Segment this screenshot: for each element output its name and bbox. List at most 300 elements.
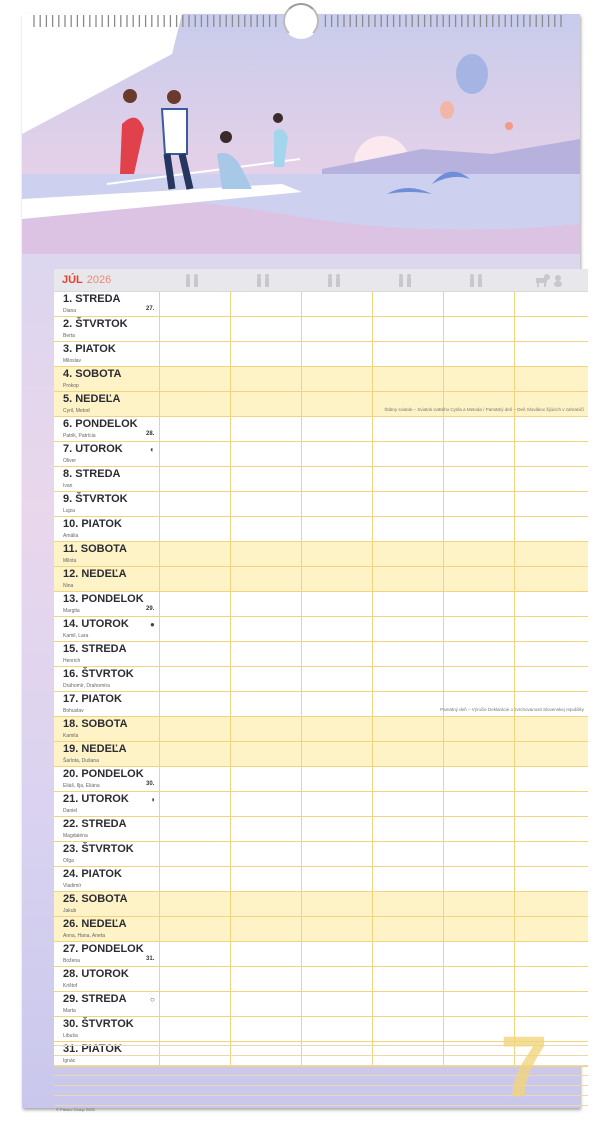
day-row (54, 542, 588, 567)
day-cells (159, 367, 588, 391)
person-icon (326, 273, 342, 287)
cell-divider (372, 542, 373, 566)
cell-divider (514, 967, 515, 991)
day-cells (159, 567, 588, 591)
name-day: Bohuslav (63, 708, 84, 714)
cell-divider (443, 517, 444, 541)
day-cells (159, 917, 588, 941)
cell-divider (230, 767, 231, 791)
name-day: Milota (63, 558, 77, 564)
name-day: Berta (63, 333, 75, 339)
copyright: © Presco Group 2025 (56, 1107, 95, 1112)
day-label: 14. UTOROK (63, 618, 129, 630)
cell-divider (443, 367, 444, 391)
cell-divider (159, 617, 160, 641)
day-row (54, 567, 588, 592)
name-day: Anna, Hana, Aneta (63, 933, 105, 939)
cell-divider (443, 592, 444, 616)
cell-divider (230, 642, 231, 666)
name-day: Magdaléna (63, 833, 88, 839)
cell-divider (443, 417, 444, 441)
cell-divider (159, 767, 160, 791)
cell-divider (443, 692, 444, 716)
cell-divider (301, 942, 302, 966)
cell-divider (230, 342, 231, 366)
day-label: 12. NEDEĽA (63, 568, 127, 580)
cell-divider (443, 942, 444, 966)
day-row (54, 817, 588, 842)
cell-divider (514, 417, 515, 441)
name-day: Patrik, Patrícia (63, 433, 96, 439)
cell-divider (514, 317, 515, 341)
moon-phase-icon: ◐ (150, 445, 155, 454)
cell-divider (372, 642, 373, 666)
moon-phase-icon: ○ (150, 995, 155, 1004)
cell-divider (443, 317, 444, 341)
name-day: Krištof (63, 983, 78, 989)
cell-divider (443, 892, 444, 916)
cell-divider (514, 517, 515, 541)
day-label: 20. PONDELOK (63, 768, 144, 780)
day-cells (159, 892, 588, 916)
cell-divider (230, 967, 231, 991)
cell-divider (514, 392, 515, 416)
cell-divider (301, 992, 302, 1016)
day-row (54, 442, 588, 467)
cell-divider (301, 317, 302, 341)
cell-divider (230, 792, 231, 816)
cell-divider (372, 717, 373, 741)
cell-divider (230, 442, 231, 466)
big-month-number: 7 (500, 1019, 548, 1115)
cell-divider (443, 292, 444, 316)
day-row (54, 742, 588, 767)
day-cells (159, 692, 588, 716)
cell-divider (443, 667, 444, 691)
week-number: 27. (146, 306, 155, 312)
day-cells (159, 717, 588, 741)
cell-divider (514, 942, 515, 966)
name-day: Diana (63, 308, 77, 314)
year-label: 2026 (86, 274, 112, 286)
cell-divider (514, 842, 515, 866)
day-label: 29. STREDA (63, 993, 127, 1005)
day-cells (159, 292, 588, 316)
hanging-hole (283, 3, 319, 39)
day-row (54, 492, 588, 517)
cell-divider (301, 867, 302, 891)
cell-divider (443, 967, 444, 991)
cell-divider (443, 817, 444, 841)
day-row (54, 892, 588, 917)
day-row (54, 317, 588, 342)
cell-divider (230, 692, 231, 716)
cell-divider (514, 717, 515, 741)
day-row (54, 642, 588, 667)
cell-divider (230, 917, 231, 941)
name-day: Lujza (63, 508, 75, 514)
day-label: 30. ŠTVRTOK (63, 1018, 134, 1030)
day-row (54, 617, 588, 642)
day-row (54, 967, 588, 992)
cell-divider (514, 992, 515, 1016)
cell-divider (443, 642, 444, 666)
day-label: 1. STREDA (63, 293, 121, 305)
day-cells (159, 592, 588, 616)
cell-divider (301, 392, 302, 416)
cell-divider (301, 517, 302, 541)
cell-divider (159, 542, 160, 566)
cell-divider (230, 892, 231, 916)
cell-divider (301, 767, 302, 791)
name-day: Nina (63, 583, 74, 589)
day-label: 22. STREDA (63, 818, 127, 830)
cell-divider (443, 567, 444, 591)
cell-divider (301, 742, 302, 766)
cell-divider (443, 467, 444, 491)
day-cells (159, 942, 588, 966)
cell-divider (230, 467, 231, 491)
name-day: Daniel (63, 808, 78, 814)
week-number: 30. (146, 781, 155, 787)
cell-divider (443, 917, 444, 941)
cell-divider (514, 892, 515, 916)
day-row (54, 667, 588, 692)
cell-divider (230, 942, 231, 966)
cell-divider (159, 792, 160, 816)
cell-divider (301, 917, 302, 941)
cell-divider (514, 792, 515, 816)
cell-divider (230, 392, 231, 416)
cell-divider (514, 817, 515, 841)
cell-divider (372, 817, 373, 841)
holiday-note: Štátny sviatok – Sviatok svätého Cyrila a Metoda / Pamätný deň – Deň Slovákov žijúcich v zahraničí (384, 407, 584, 412)
cell-divider (159, 917, 160, 941)
name-day: Cyril, Metod (63, 408, 90, 414)
week-number: 28. (146, 431, 155, 437)
cell-divider (159, 492, 160, 516)
day-cells (159, 742, 588, 766)
cell-divider (301, 967, 302, 991)
cell-divider (372, 767, 373, 791)
cell-divider (301, 492, 302, 516)
cell-divider (514, 592, 515, 616)
name-day: Božena (63, 958, 80, 964)
name-day: Jakub (63, 908, 77, 914)
calendar-grid (54, 269, 588, 1067)
cell-divider (372, 592, 373, 616)
day-rows (54, 292, 588, 1067)
day-cells (159, 817, 588, 841)
cell-divider (230, 367, 231, 391)
day-label: 9. ŠTVRTOK (63, 493, 128, 505)
cell-divider (372, 992, 373, 1016)
cell-divider (372, 742, 373, 766)
cell-divider (372, 342, 373, 366)
cell-divider (159, 942, 160, 966)
cell-divider (230, 867, 231, 891)
cell-divider (372, 367, 373, 391)
day-row (54, 992, 588, 1017)
name-day: Drahomír, Drahomíra (63, 683, 110, 689)
day-cells (159, 667, 588, 691)
day-cells (159, 517, 588, 541)
cell-divider (301, 567, 302, 591)
moon-phase-icon: ◑ (150, 795, 155, 804)
day-row (54, 792, 588, 817)
day-cells (159, 442, 588, 466)
cell-divider (443, 992, 444, 1016)
cell-divider (230, 817, 231, 841)
cell-divider (159, 892, 160, 916)
cell-divider (159, 467, 160, 491)
name-day: Libuša (63, 1033, 78, 1039)
cell-divider (159, 392, 160, 416)
cell-divider (514, 367, 515, 391)
cell-divider (514, 667, 515, 691)
day-cells (159, 542, 588, 566)
cell-divider (372, 842, 373, 866)
day-cells (159, 467, 588, 491)
cell-divider (514, 867, 515, 891)
cell-divider (443, 842, 444, 866)
cell-divider (230, 542, 231, 566)
day-row (54, 292, 588, 317)
cell-divider (301, 617, 302, 641)
day-row (54, 842, 588, 867)
cell-divider (230, 842, 231, 866)
name-day: Miloslav (63, 358, 82, 364)
day-cells (159, 317, 588, 341)
cell-divider (372, 317, 373, 341)
cell-divider (443, 392, 444, 416)
calendar-header (54, 269, 588, 292)
cell-divider (443, 442, 444, 466)
day-label: 24. PIATOK (63, 868, 122, 880)
cell-divider (372, 792, 373, 816)
day-label: 11. SOBOTA (63, 543, 127, 555)
cell-divider (230, 492, 231, 516)
name-day: Margita (63, 608, 80, 614)
cell-divider (372, 467, 373, 491)
day-row (54, 942, 588, 967)
day-cells (159, 617, 588, 641)
person-icon (184, 273, 200, 287)
cell-divider (443, 867, 444, 891)
cell-divider (230, 517, 231, 541)
day-cells (159, 342, 588, 366)
cell-divider (159, 292, 160, 316)
cell-divider (230, 667, 231, 691)
calendar-page (22, 14, 584, 1115)
day-label: 16. ŠTVRTOK (63, 668, 134, 680)
day-cells (159, 867, 588, 891)
week-number: 29. (146, 606, 155, 612)
header-illustration (22, 14, 580, 254)
cell-divider (230, 742, 231, 766)
name-day: Oliver (63, 458, 77, 464)
cell-divider (443, 542, 444, 566)
day-label: 15. STREDA (63, 643, 127, 655)
cell-divider (372, 442, 373, 466)
cell-divider (301, 367, 302, 391)
cell-divider (372, 492, 373, 516)
name-day: Henrich (63, 658, 81, 664)
day-label: 26. NEDEĽA (63, 918, 127, 930)
name-day: Eliáš, Ilja, Eliána (63, 783, 100, 789)
day-label: 19. NEDEĽA (63, 743, 127, 755)
person-icon (468, 273, 484, 287)
cell-divider (159, 817, 160, 841)
cell-divider (230, 617, 231, 641)
cell-divider (159, 692, 160, 716)
person-icon (397, 273, 413, 287)
cell-divider (230, 317, 231, 341)
cell-divider (159, 642, 160, 666)
day-cells (159, 417, 588, 441)
cell-divider (514, 542, 515, 566)
name-day: Kamil, Lara (63, 633, 89, 639)
cell-divider (159, 442, 160, 466)
day-row (54, 342, 588, 367)
name-day: Marta (63, 1008, 76, 1014)
cell-divider (301, 417, 302, 441)
day-label: 5. NEDEĽA (63, 393, 121, 405)
day-cells (159, 767, 588, 791)
cell-divider (372, 567, 373, 591)
day-row (54, 692, 588, 717)
cell-divider (159, 842, 160, 866)
name-day: Prokop (63, 383, 79, 389)
cell-divider (514, 692, 515, 716)
cell-divider (514, 492, 515, 516)
cell-divider (230, 567, 231, 591)
cell-divider (514, 767, 515, 791)
cell-divider (230, 717, 231, 741)
cell-divider (443, 742, 444, 766)
cell-divider (301, 542, 302, 566)
person-icon (255, 273, 271, 287)
day-cells (159, 492, 588, 516)
day-row (54, 767, 588, 792)
cell-divider (230, 992, 231, 1016)
cell-divider (159, 317, 160, 341)
cell-divider (301, 692, 302, 716)
cell-divider (372, 942, 373, 966)
day-cells (159, 992, 588, 1016)
day-label: 27. PONDELOK (63, 943, 144, 955)
cell-divider (372, 667, 373, 691)
day-row (54, 592, 588, 617)
cell-divider (443, 717, 444, 741)
cell-divider (443, 792, 444, 816)
cell-divider (301, 642, 302, 666)
cell-divider (159, 567, 160, 591)
name-day: Ivan (63, 483, 73, 489)
cell-divider (159, 367, 160, 391)
cell-divider (514, 567, 515, 591)
cell-divider (159, 342, 160, 366)
day-cells (159, 392, 588, 416)
cell-divider (301, 792, 302, 816)
day-label: 18. SOBOTA (63, 718, 128, 730)
day-row (54, 917, 588, 942)
cell-divider (301, 342, 302, 366)
cell-divider (372, 917, 373, 941)
holiday-note: Pamätný deň – Výročie Deklarácie o zvrchovanosti Slovenskej republiky (440, 707, 584, 712)
day-label: 2. ŠTVRTOK (63, 318, 128, 330)
cell-divider (301, 717, 302, 741)
day-label: 17. PIATOK (63, 693, 122, 705)
cell-divider (301, 592, 302, 616)
cell-divider (443, 617, 444, 641)
week-number: 31. (146, 956, 155, 962)
day-cells (159, 842, 588, 866)
cell-divider (443, 342, 444, 366)
day-row (54, 517, 588, 542)
cell-divider (159, 592, 160, 616)
cell-divider (301, 842, 302, 866)
name-day: Amália (63, 533, 79, 539)
day-label: 4. SOBOTA (63, 368, 122, 380)
cell-divider (443, 492, 444, 516)
name-day: Vladimír (63, 883, 82, 889)
cell-divider (301, 467, 302, 491)
day-row (54, 867, 588, 892)
cell-divider (443, 767, 444, 791)
name-day: Kamila (63, 733, 79, 739)
cell-divider (301, 892, 302, 916)
day-row (54, 467, 588, 492)
month-title: JÚL 2026 (62, 274, 112, 286)
cell-divider (514, 617, 515, 641)
cell-divider (514, 742, 515, 766)
cell-divider (159, 742, 160, 766)
cell-divider (301, 442, 302, 466)
pet-icon (534, 273, 564, 287)
cell-divider (372, 517, 373, 541)
cell-divider (514, 442, 515, 466)
cell-divider (159, 992, 160, 1016)
day-label: 28. UTOROK (63, 968, 129, 980)
cell-divider (514, 467, 515, 491)
day-row (54, 392, 588, 417)
cell-divider (372, 392, 373, 416)
cell-divider (372, 617, 373, 641)
cell-divider (372, 892, 373, 916)
day-label: 6. PONDELOK (63, 418, 138, 430)
cell-divider (514, 642, 515, 666)
cell-divider (159, 717, 160, 741)
day-cells (159, 642, 588, 666)
cell-divider (159, 967, 160, 991)
cell-divider (301, 667, 302, 691)
cell-divider (301, 292, 302, 316)
cell-divider (230, 592, 231, 616)
cell-divider (372, 417, 373, 441)
cell-divider (230, 292, 231, 316)
name-day: Oľga (63, 858, 74, 864)
day-label: 13. PONDELOK (63, 593, 144, 605)
cell-divider (372, 967, 373, 991)
cell-divider (159, 417, 160, 441)
day-label: 7. UTOROK (63, 443, 123, 455)
cell-divider (514, 292, 515, 316)
day-label: 10. PIATOK (63, 518, 122, 530)
day-label: 3. PIATOK (63, 343, 116, 355)
day-label: 31. PIATOK (63, 1043, 122, 1055)
cell-divider (230, 417, 231, 441)
